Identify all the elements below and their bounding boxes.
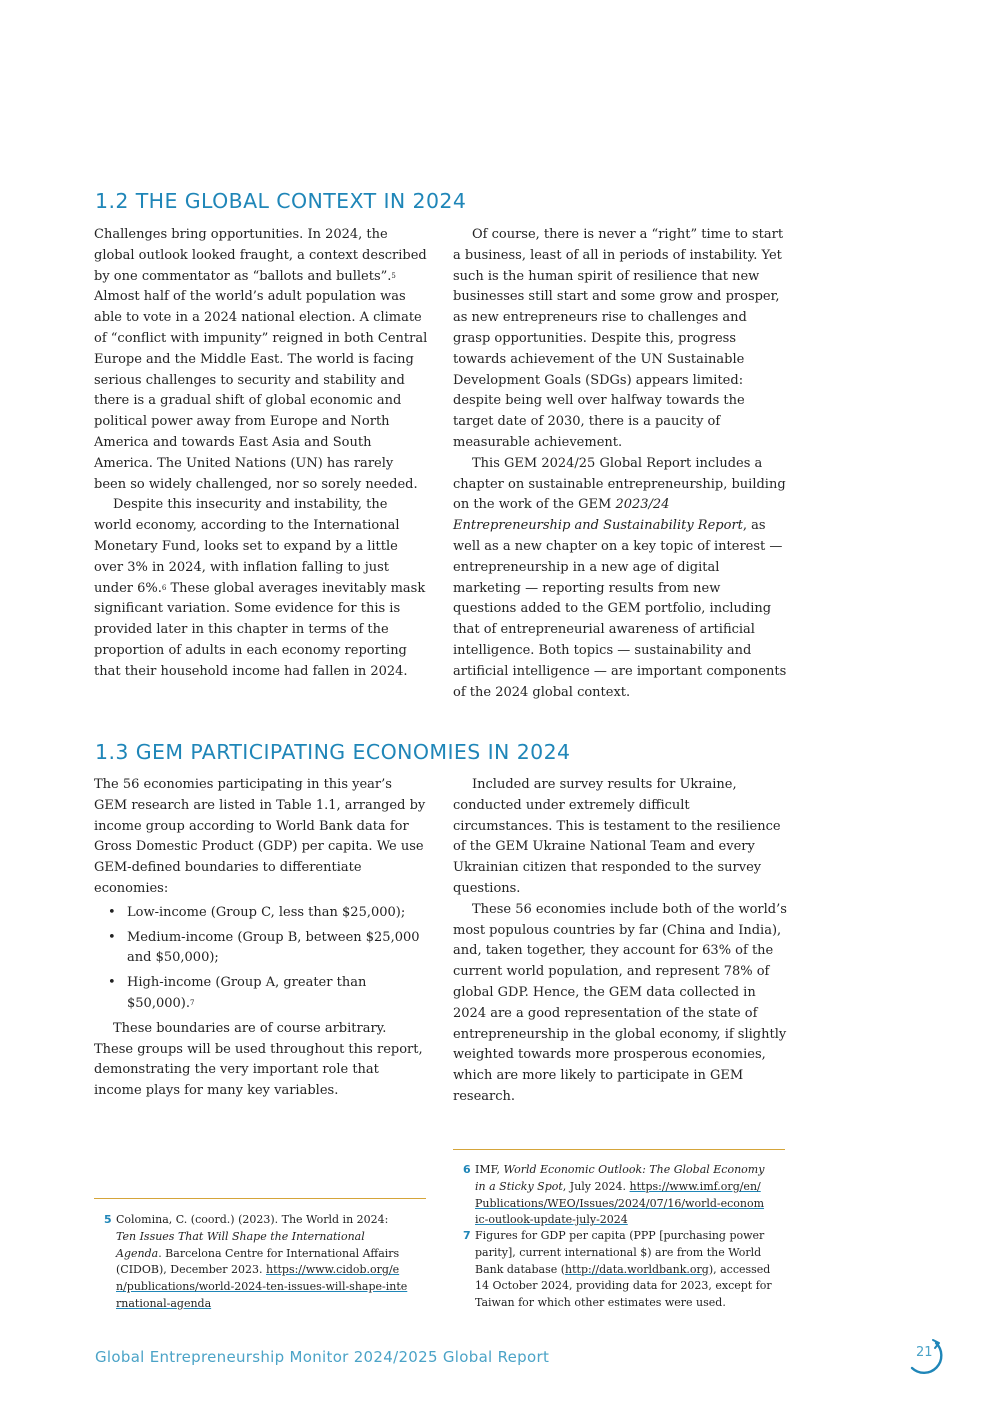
list-item: • High-income (Group A, greater than $50,000).$^7$ — [108, 975, 367, 1011]
footnote-link[interactable]: http://data.worldbank.org — [565, 1262, 709, 1276]
paragraph: Of course, there is never a “right” time to start a business, least of all in periods of instability. Yet such is the human spirit of resilience that new businesses still start and some grow and prosper, as new entrepreneurs rise to challenges and grasp opportunities. Despite this, progress towards achievement of the UN Sustainable Development Goals (SDGs) appears limited: despite being well over halfway towards the target date of 2030, there is a paucity of measurable achievement. — [453, 227, 784, 450]
paragraph: Included are survey results for Ukraine, conducted under extremely difficult circumstances. This is testament to the resilience of the GEM Ukraine National Team and every Ukrainian citizen that responded to the survey questions. — [453, 777, 781, 896]
paragraph: The 56 economies participating in this year’s GEM research are listed in Table 1.1, arranged by income group according to World Bank data for Gross Domestic Product (GDP) per capita. We use GEM-defined boundaries to differentiate economies: — [94, 777, 426, 896]
paragraph: These boundaries are of course arbitrary. These groups will be used throughout this report, demonstrating the very important role that income plays for many key variables. — [94, 1020, 423, 1099]
participating-economies-left-column — [94, 775, 428, 1102]
footnote-ref[interactable]: 6 — [161, 583, 167, 592]
section-title-global-context: 1.2 THE GLOBAL CONTEXT IN 2024 — [95, 189, 467, 213]
bullet-icon: • — [108, 929, 116, 945]
global-context-left-column — [94, 225, 428, 683]
section-title-participating-economies: 1.3 GEM PARTICIPATING ECONOMIES IN 2024 — [95, 740, 571, 764]
footnote-link[interactable]: https://www.cidob.org/en/publications/world-2024-ten-issues-will-shape-international-agenda — [116, 1263, 408, 1310]
footnote-link[interactable]: https://www.imf.org/en/Publications/WEO/Issues/2024/07/16/world-economic-outlook-update-july-2024 — [475, 1179, 765, 1227]
bullet-icon: • — [108, 975, 116, 991]
participating-economies-right-column — [453, 775, 787, 1108]
footnote-divider-left — [94, 1198, 426, 1199]
income-group-list — [94, 903, 428, 1015]
footnote-5: 5 Colomina, C. (coord.) (2023). The World in 2024: Ten Issues That Will Shape the International Agenda. Barcelona Centre for International Affairs (CIDOB), December 2023. https://www.cidob.org/en/publications/world-2024-ten-issues-will-shape-international-agenda — [104, 1213, 408, 1310]
global-context-right-column — [453, 225, 787, 703]
list-item: • Low-income (Group C, less than $25,000); — [127, 903, 428, 924]
footnote-ref[interactable]: 5 — [391, 271, 396, 280]
paragraph: This GEM 2024/25 Global Report includes a chapter on sustainable entrepreneurship, building on the work of the GEM 2023/24 Entrepreneurship and Sustainability Report, as well as a new chapter on a key topic of interest — entrepreneurship in a new age of digital marketing — reporting results from new questions added to the GEM portfolio, including that of entrepreneurial awareness of artificial intelligence. Both topics — sustainability and artificial intelligence — are important components of the 2024 global context. — [453, 455, 787, 700]
paragraph: These 56 economies include both of the world’s most populous countries by far (China and India), and, taken together, they account for 63% of the current world population, and represent 78% of global GDP. Hence, the GEM data collected in 2024 are a good representation of the state of entrepreneurship in the global economy, if slightly weighted towards more prosperous economies, which are more likely to participate in GEM research. — [453, 901, 787, 1104]
footnote-number: 5 — [104, 1213, 112, 1226]
footnote-divider-right — [453, 1149, 785, 1150]
footnote-7: 7 Figures for GDP per capita (PPP [purchasing power parity], current international $) are from the World Bank database (http://data.worldbank.org), accessed 14 October 2024, providing data for 2023, except for Taiwan for which other estimates were used. — [463, 1229, 772, 1310]
footnote-number: 6 — [463, 1163, 471, 1176]
report-title-italic: 2023/24 Entrepreneurship and Sustainability Report — [453, 497, 743, 534]
page-number: 21 — [916, 1345, 933, 1360]
footnote-ref[interactable]: 7 — [189, 998, 195, 1007]
bullet-icon: • — [108, 904, 116, 920]
footnote-6: 6 IMF, World Economic Outlook: The Global Economy in a Sticky Spot, July 2024. https://www.imf.org/en/Publications/WEO/Issues/2024/07/16/world-economic-outlook-update-july-2024 — [463, 1163, 765, 1227]
footer-report-title: Global Entrepreneurship Monitor 2024/2025 Global Report — [95, 1348, 550, 1366]
page-number-badge — [906, 1338, 948, 1376]
footnote-number: 7 — [463, 1229, 471, 1242]
paragraph: Challenges bring opportunities. In 2024, the global outlook looked fraught, a context described by one commentator as “ballots and bullets”.$^5$ Almost half of the world’s adult population was able to vote in a 2024 national election. A climate of “conflict with impunity” reigned in both Central Europe and the Middle East. The world is facing serious challenges to security and stability and there is a gradual shift of global economic and political power away from Europe and North America and towards East Asia and South America. The United Nations (UN) has rarely been so widely challenged, nor so sorely needed. — [94, 227, 428, 492]
list-item: • Medium-income (Group B, between $25,000 and $50,000); — [108, 929, 420, 966]
paragraph: Despite this insecurity and instability, the world economy, according to the International Monetary Fund, looks set to expand by a little over 3% in 2024, with inflation falling to just under 6%.$^6$ These global averages inevitably mask significant variation. Some evidence for this is provided later in this chapter in terms of the proportion of adults in each economy reporting that their household income had fallen in 2024. — [94, 497, 426, 679]
